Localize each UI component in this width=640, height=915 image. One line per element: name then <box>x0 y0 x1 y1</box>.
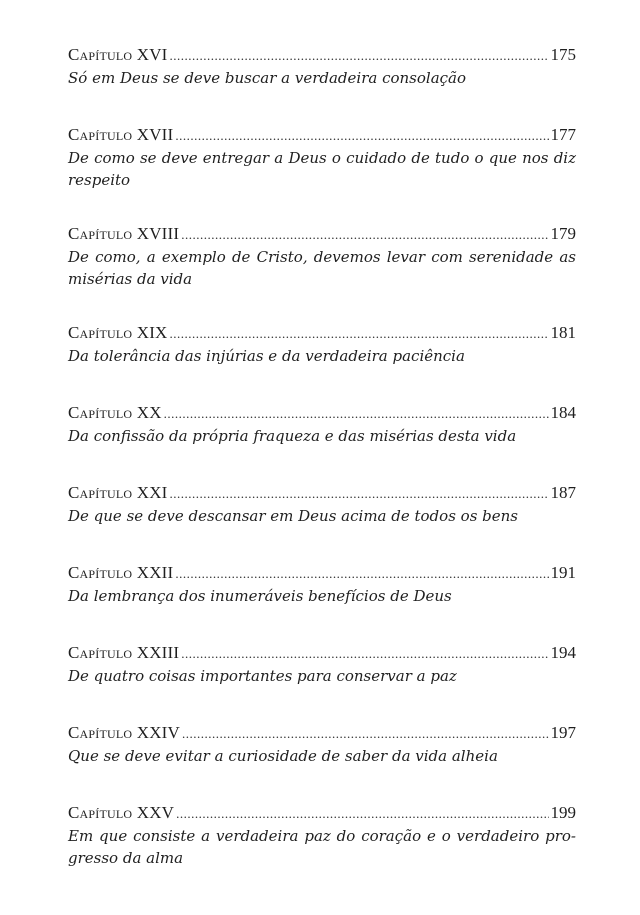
chapter-title: Que se deve evitar a curiosidade de saber da vida alheia <box>68 747 498 765</box>
chapter-title: De como se deve entregar a Deus o cuidado de tudo o que nos diz respeito <box>68 149 576 189</box>
chapter-label: Capítulo XXI <box>68 483 168 502</box>
chapter-label: Capítulo XXIII <box>68 643 180 662</box>
dot-leader <box>182 723 548 745</box>
toc-entry <box>68 722 576 802</box>
page-number: 177 <box>550 125 576 144</box>
chapter-title: De quatro coisas importantes para conservar a paz <box>68 667 457 685</box>
chapter-title: Em que consiste a verdadeira paz do coração e o verdadeiro pro-gresso da alma <box>68 827 576 867</box>
chapter-title: Da lembrança dos inumeráveis benefícios de Deus <box>68 587 452 605</box>
toc-entry <box>68 44 576 124</box>
chapter-label: Capítulo XVIII <box>68 224 180 243</box>
toc-entry-heading <box>68 562 576 585</box>
table-of-contents <box>68 44 576 869</box>
page-number: 184 <box>550 403 576 422</box>
dot-leader <box>175 563 548 585</box>
page-number: 197 <box>550 723 576 742</box>
toc-entry <box>68 124 576 223</box>
toc-entry-heading <box>68 124 576 147</box>
chapter-title: De que se deve descansar em Deus acima de todos os bens <box>68 507 518 525</box>
chapter-label: Capítulo XXV <box>68 803 175 822</box>
dot-leader <box>181 643 548 665</box>
toc-entry-heading <box>68 44 576 67</box>
dot-leader <box>181 224 548 246</box>
page-number: 194 <box>550 643 576 662</box>
toc-entry-heading <box>68 642 576 665</box>
chapter-label: Capítulo XX <box>68 403 162 422</box>
chapter-title: Da confissão da própria fraqueza e das misérias desta vida <box>68 427 517 445</box>
toc-entry <box>68 802 576 869</box>
toc-entry <box>68 562 576 642</box>
dot-leader <box>170 323 549 345</box>
page-number: 181 <box>550 323 576 342</box>
toc-entry <box>68 402 576 482</box>
chapter-title: Só em Deus se deve buscar a verdadeira consolação <box>68 69 467 87</box>
page-number: 187 <box>550 483 576 502</box>
chapter-label: Capítulo XXII <box>68 563 174 582</box>
chapter-label: Capítulo XVI <box>68 45 168 64</box>
page-number: 179 <box>550 224 576 243</box>
dot-leader <box>176 803 548 825</box>
chapter-label: Capítulo XVII <box>68 125 174 144</box>
chapter-title: De como, a exemplo de Cristo, devemos levar com serenidade as misérias da vida <box>68 248 576 288</box>
dot-leader <box>170 45 549 67</box>
chapter-title: Da tolerância das injúrias e da verdadeira paciência <box>68 347 465 365</box>
toc-entry-heading <box>68 322 576 345</box>
toc-entry <box>68 223 576 322</box>
toc-entry-heading <box>68 482 576 505</box>
toc-entry-heading <box>68 802 576 825</box>
toc-entry <box>68 642 576 722</box>
page-number: 191 <box>550 563 576 582</box>
toc-entry-heading <box>68 223 576 246</box>
dot-leader <box>170 483 549 505</box>
toc-entry <box>68 482 576 562</box>
dot-leader <box>164 403 549 425</box>
page-number: 199 <box>550 803 576 822</box>
dot-leader <box>175 125 548 147</box>
page-number: 175 <box>550 45 576 64</box>
chapter-label: Capítulo XXIV <box>68 723 181 742</box>
toc-entry-heading <box>68 722 576 745</box>
toc-entry <box>68 322 576 402</box>
chapter-label: Capítulo XIX <box>68 323 168 342</box>
toc-entry-heading <box>68 402 576 425</box>
